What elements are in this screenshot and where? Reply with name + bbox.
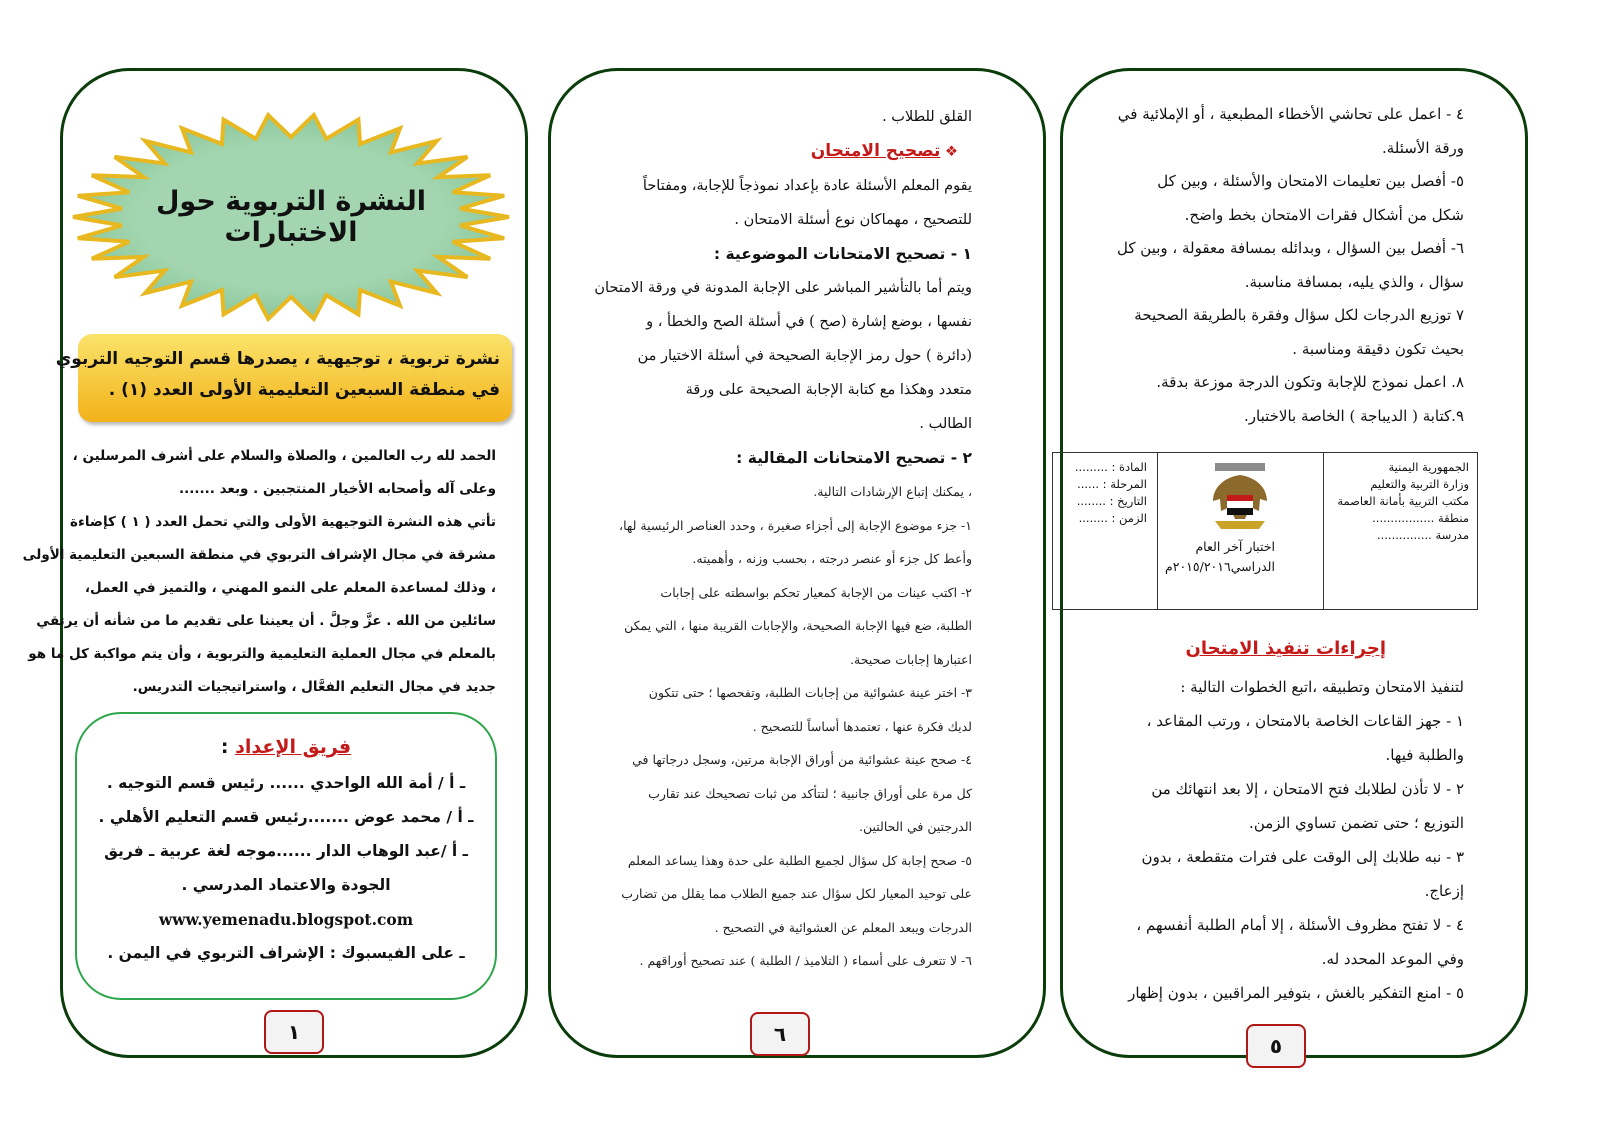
page5-content-top [1080,98,1464,433]
p5-line: ٤ - اعمل على تحاشي الأخطاء المطبعية ، أو الإملائية في [1117,105,1464,123]
p5-line: بحيث تكون دقيقة ومناسبة . [1292,339,1464,358]
team-member: ـ أ / أمة الله الواحدي ...... رئيس قسم التوجيه . [106,774,466,792]
p6-line: ٥- صحح إجابة كل سؤال لجميع الطلبة على حدة وهذا يساعد المعلم [627,852,972,868]
facebook-line: ـ على الفيسبوك : الإشراف التربوي في اليمن . [107,944,465,962]
p5-line: لتنفيذ الامتحان وتطبيقه ،اتبع الخطوات التالية : [1180,678,1464,696]
p5-line: ٣ - نبه طلابك إلى الوقت على فترات متقطعة ، بدون [1141,848,1464,866]
p6-line: الطلبة، ضع فيها الإجابة الصحيحة، والإجابات القريبة منها ، التي يمكن [624,618,972,633]
p6-line: ١- جزء موضوع الإجابة إلى أجزاء صغيرة ، وحدد العناصر الرئيسية لها، [619,517,972,533]
p6-line: للتصحيح ، مهماكان نوع أسئلة الامتحان . [734,212,972,228]
team-member: الجودة والاعتماد المدرسي . [181,876,391,894]
header-left-line: المادة : ......... [1074,460,1147,474]
header-right-line: الجمهورية اليمنية [1388,460,1469,474]
p6-line: ٣- اختر عينة عشوائية من إجابات الطلبة، وتفحصها ؛ حتى تتكون [648,685,972,700]
exam-year: الدراسي٢٠١٥/٢٠١٦م [1165,559,1275,574]
p5-line: ٦- أفصل بين السؤال ، وبدائله بمسافة معقولة ، وبين كل [1117,239,1464,257]
p5-heading: إجراءات تنفيذ الامتحان [1185,638,1386,659]
header-right-line: مكتب التربية بأمانة العاصمة [1337,494,1469,508]
blog-url[interactable]: www.yemenadu.blogspot.com [158,910,414,929]
intro-line: جديد في مجال التعليم الفعَّال ، واستراتيجيات التدريس. [132,679,496,695]
team-member: ـ أ /عبد الوهاب الدار ......موجه لغة عربية ـ فريق [104,842,468,860]
header-right-text [1337,459,1469,544]
p5-line: وفي الموعد المحدد له. [1321,950,1464,968]
p6-line: القلق للطلاب . [882,109,972,125]
team-heading [77,736,495,758]
p5-line: إزعاج. [1424,882,1464,900]
intro-line: بالمعلم في مجال العملية التعليمية والتربوية ، وأن يتم مواكبة كل ما هو [28,646,496,662]
p5-line: شكل من أشكال فقرات الامتحان بخط واضح. [1184,205,1464,224]
p6-line: نفسها ، بوضع إشارة (صح ) في أسئلة الصح والخطأ ، و [646,314,972,330]
diamond-bullet-icon: ❖ [945,144,958,160]
p6-line: الطالب . [919,416,972,432]
intro-line: تأتي هذه النشرة التوجيهية الأولى والتي تحمل العدد ( ١ ) كإضاءة [69,514,496,530]
intro-line: مشرقة في مجال الإشراف التربوي في منطقة السبعين التعليمية الأولى [22,547,496,563]
p6-line: يقوم المعلم الأسئلة عادة بإعداد نموذجاً للإجابة، ومفتاحاً [642,178,972,194]
page-number-6: ٦ [750,1012,810,1056]
p5-line: ١ - جهز القاعات الخاصة بالامتحان ، ورتب المقاعد ، [1146,712,1464,730]
p5-line: ٤ - لا تفتح مظروف الأسئلة ، إلا أمام الطلبة أنفسهم ، [1136,916,1464,934]
header-left-line: المرحلة : ...... [1077,477,1147,491]
p6-line: الدرجتين في الحالتين. [858,819,972,834]
team-heading-text: فريق الإعداد [235,736,352,758]
p5-line: ٥ - امنع التفكير بالغش ، بتوفير المراقبين ، بدون إظهار [1128,984,1464,1002]
p6-line: كل مرة على أوراق جانبية ؛ لتتأكد من ثبات تصحيحك عند تقارب [648,785,972,801]
p6-line: متعدد وهكذا مع كتابة الإجابة الصحيحة على ورقة [685,382,972,398]
header-right-line: مدرسة ............... [1376,528,1469,542]
intro-line: وعلى آله وأصحابه الأخيار المنتجبين . وبعد ....... [178,481,496,497]
header-divider [1323,453,1324,609]
intro-paragraph [22,440,496,704]
p5-line: ٩.كتابة ( الديباجة ) الخاصة بالاختبار. [1243,406,1464,425]
p5-line: ٢ - لا تأذن لطلابك فتح الامتحان ، إلا بعد انتهائك من [1151,780,1464,798]
p5-line: ٥- أفصل بين تعليمات الامتحان والأسئلة ، وبين كل [1157,172,1464,190]
intro-line: ، وذلك لمساعدة المعلم على النمو المهني ، والتميز في العمل، [84,580,496,596]
p6-line: الدرجات ويبعد المعلم عن العشوائية في التصحيح . [714,919,972,935]
p6-line: اعتبارها إجابات صحيحة. [850,651,972,667]
p6-line: ، يمكنك إتباع الإرشادات التالية. [813,484,972,499]
p5-line: والطلبة فيها. [1385,746,1464,764]
bulletin-title: النشرة التربوية حول الاختبارات [155,186,427,248]
page-number-1: ١ [264,1010,324,1054]
p6-line: لديك فكرة عنها ، تعتمدها أساساً للتصحيح . [752,718,972,734]
p5-line: سؤال ، والذي يليه، بمسافة مناسبة. [1244,272,1464,291]
p6-line: ٦- لا تتعرف على أسماء ( التلاميذ / الطلبة ) عند تصحيح أوراقهم . [639,953,972,968]
exam-title: اختبار آخر العام [1195,539,1275,554]
header-middle-text [1165,537,1275,577]
header-left-line: الزمن : ........ [1078,511,1147,525]
p6-line: على توحيد المعيار لكل سؤال عند جميع الطلاب مما يقلل من تضارب [621,886,972,901]
p6-subheading: ١ - تصحيح الامتحانات الموضوعية : [713,245,972,263]
preparation-team-box [75,712,497,1000]
p6-line: ويتم أما بالتأشير المباشر على الإجابة المدونة في ورقة الامتحان [594,280,972,296]
p5-line: ٧ توزيع الدرجات لكل سؤال وفقرة بالطريقة الصحيحة [1134,306,1464,324]
p6-line: ٤- صحح عينة عشوائية من أوراق الإجابة مرتين، وسجل درجاتها في [632,752,972,767]
page5-content-bottom [1080,670,1464,1010]
p6-heading: تصحيح الامتحان [810,141,941,161]
p6-line: وأعط كل جزء أو عنصر درجته ، بحسب وزنه ، وأهميته. [692,551,972,566]
header-left-line: التاريخ : ........ [1076,494,1147,508]
bulletin-banner [55,334,512,422]
p6-line: (دائرة ) حول رمز الإجابة الصحيحة في أسئلة الاختيار من [637,348,972,364]
p6-subheading: ٢ - تصحيح الامتحانات المقالية : [736,449,972,467]
page-number-5: ٥ [1246,1024,1306,1068]
intro-line: الحمد لله رب العالمين ، والصلاة والسلام على أشرف المرسلين ، [72,448,496,464]
header-right-line: وزارة التربية والتعليم [1370,477,1469,491]
yemen-emblem-icon [1185,459,1295,535]
header-right-line: منطقة ................. [1372,511,1469,525]
header-left-text [1075,459,1147,527]
exam-header-template [1052,452,1478,610]
intro-line: سائلين من الله . عزَّ وجلَّ . أن يعيننا على تقديم ما من شأنه أن يرتقي [36,613,496,629]
p5-line: ٨. اعمل نموذج للإجابة وتكون الدرجة موزعة بدقة. [1156,373,1464,391]
p6-line: ٢- اكتب عينات من الإجابة كمعيار تحكم بواسطته على إجابات [660,584,972,600]
p5-line: التوزيع ؛ حتى تضمن تساوي الزمن. [1249,814,1464,832]
team-member: ـ أ / محمد عوض .......رئيس قسم التعليم الأهلي . [98,808,474,826]
p6-heading-row [566,134,972,169]
banner-line: نشرة تربوية ، توجيهية ، يصدرها قسم التوجيه التربوي [55,349,500,369]
team-heading-colon: : [220,736,229,758]
banner-line: في منطقة السبعين التعليمية الأولى العدد (١) . [108,380,500,400]
page6-content [566,100,972,978]
p5-line: ورقة الأسئلة. [1381,138,1464,157]
